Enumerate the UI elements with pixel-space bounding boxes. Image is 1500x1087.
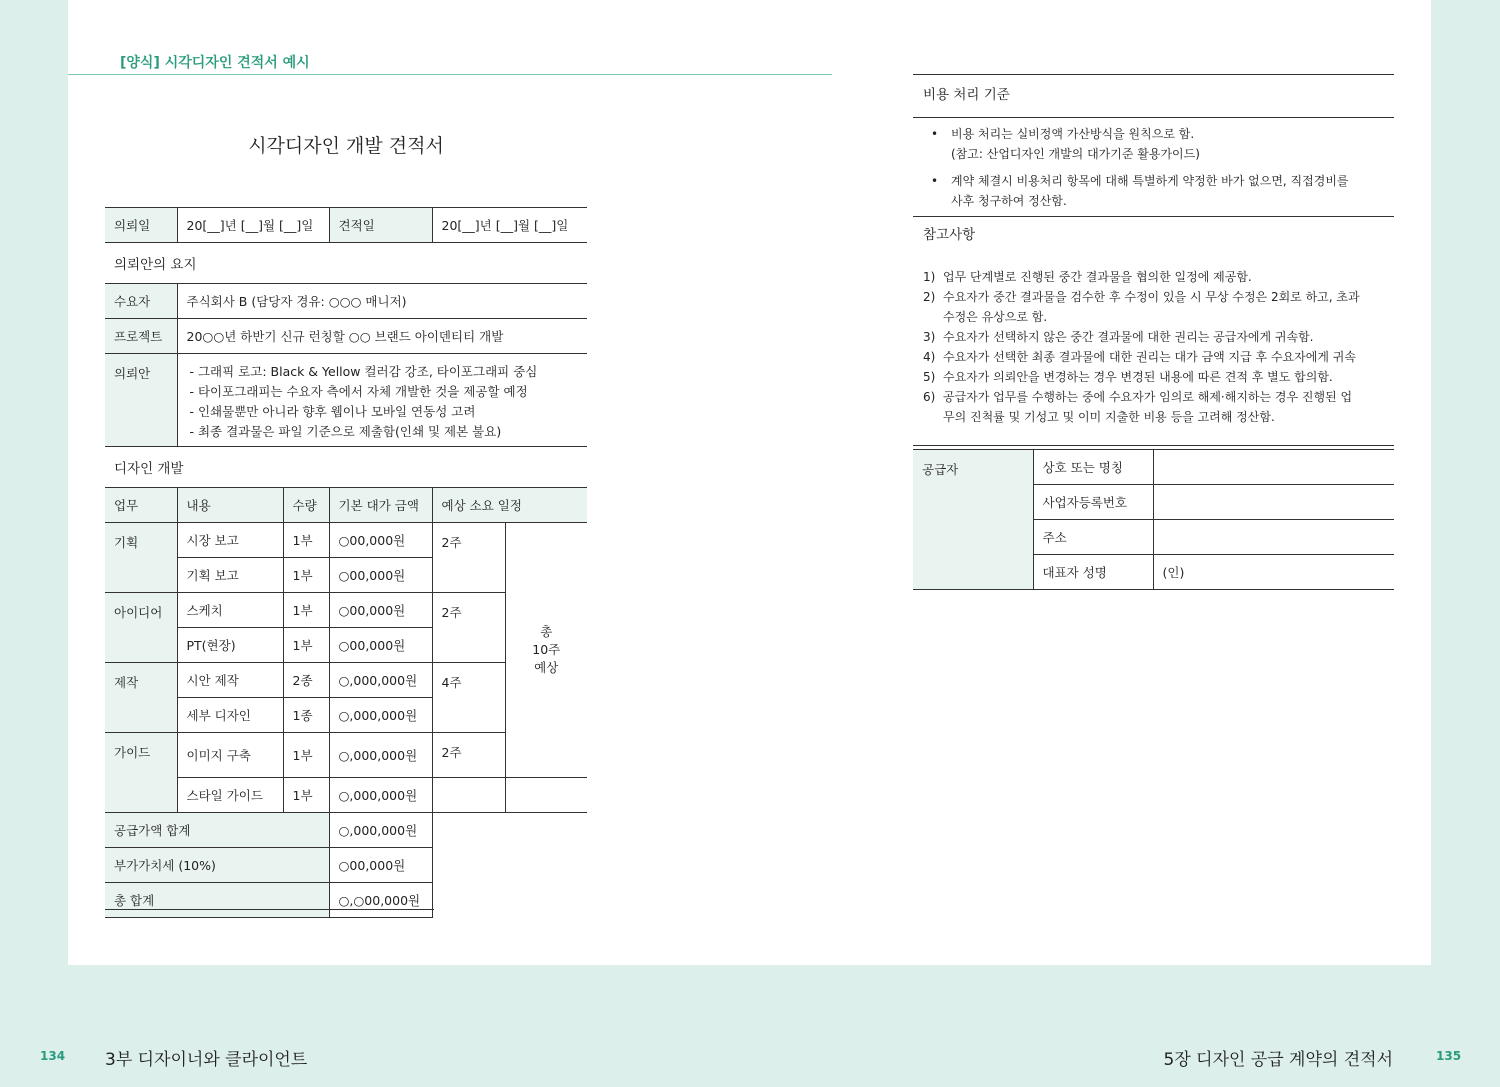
content-cell: 스케치: [177, 593, 283, 628]
content-cell: 스타일 가이드: [177, 778, 283, 813]
amount-cell: ○,000,000원: [329, 698, 432, 733]
client-label: 수요자: [105, 284, 177, 319]
left-running-title: 3부 디자이너와 클라이언트: [105, 1050, 308, 1070]
total-schedule-line: 10주: [532, 642, 561, 657]
amount-cell: ○,000,000원: [329, 663, 432, 698]
supplier-field-label: 상호 또는 명칭: [1033, 450, 1153, 485]
note-line: 수요자가 선택한 최종 결과물에 대한 권리는 대가 금액 지급 후 수요자에게 귀속: [943, 350, 1356, 364]
empty-cell: [505, 778, 587, 813]
left-page-number: 134: [40, 1049, 66, 1063]
totals-blank: [432, 813, 587, 918]
request-label: 의뢰안: [105, 354, 177, 447]
summary-heading-row: [105, 243, 587, 284]
right-page-number: 135: [1436, 1049, 1462, 1063]
task-cell: 가이드: [105, 733, 177, 813]
list-item: [913, 267, 1394, 287]
bullet-line: • 비용 처리는 실비정액 가산방식을 원칙으로 함.: [951, 127, 1195, 141]
right-running-title: 5장 디자인 공급 계약의 견적서: [1163, 1050, 1393, 1070]
vat-label: 부가가치세 (10%): [105, 848, 329, 883]
supplier-field-label: 사업자등록번호: [1033, 485, 1153, 520]
list-item: [913, 124, 1394, 164]
content-cell: 시안 제작: [177, 663, 283, 698]
supply-total-label: 공급가액 합계: [105, 813, 329, 848]
amount-cell: ○00,000원: [329, 593, 432, 628]
column-header: 수량: [283, 488, 329, 523]
qty-cell: 1부: [283, 558, 329, 593]
supplier-field-value: [1153, 485, 1394, 520]
bullet-line: 사후 청구하여 정산함.: [951, 194, 1067, 208]
supply-total-value: ○,000,000원: [329, 813, 432, 848]
totals-bottom-rule: [105, 909, 434, 910]
total-schedule-line: 총: [540, 624, 553, 639]
qty-cell: 1부: [283, 523, 329, 558]
request-line: - 인쇄물뿐만 아니라 향후 웹이나 모바일 연동성 고려: [189, 404, 476, 419]
content-cell: PT(현장): [177, 628, 283, 663]
project-value: 20○○년 하반기 신규 런칭할 ○○ 브랜드 아이덴티티 개발: [177, 319, 587, 354]
task-cell: 제작: [105, 663, 177, 733]
supplier-field-value: [1153, 520, 1394, 555]
project-label: 프로젝트: [105, 319, 177, 354]
list-item: [913, 327, 1394, 347]
schedule-cell: 2주: [432, 593, 505, 663]
note-line: 무의 진척률 및 기성고 및 이미 지출한 비용 등을 고려해 정산함.: [943, 410, 1275, 424]
note-line: 수요자가 선택하지 않은 중간 결과물에 대한 권리는 공급자에게 귀속함.: [943, 330, 1314, 344]
table-row: [105, 523, 587, 558]
list-item: [913, 287, 1394, 327]
form-label: [양식] 시각디자인 견적서 예시: [120, 55, 310, 71]
supplier-label: 공급자: [913, 450, 1033, 590]
amount-cell: ○00,000원: [329, 523, 432, 558]
project-row: [105, 319, 587, 354]
note-number: 3): [923, 330, 936, 344]
note-number: 2): [923, 290, 936, 304]
estimate-table: [105, 207, 587, 918]
supplier-field-value: (인): [1153, 555, 1394, 590]
note-line: 수요자가 의뢰안을 변경하는 경우 변경된 내용에 따른 견적 후 별도 합의함.: [943, 370, 1333, 384]
column-header: 기본 대가 금액: [329, 488, 432, 523]
amount-cell: ○00,000원: [329, 558, 432, 593]
client-row: [105, 284, 587, 319]
bullet-line: (참고: 산업디자인 개발의 대가기준 활용가이드): [951, 147, 1200, 161]
content-cell: 이미지 구축: [177, 733, 283, 778]
amount-cell: ○,000,000원: [329, 778, 432, 813]
request-date-value: 20[__]년 [__]월 [__]일: [177, 208, 329, 243]
list-item: [913, 347, 1394, 367]
header-divider: [68, 74, 832, 75]
terms-section: [913, 74, 1394, 446]
request-line: - 최종 결과물은 파일 기준으로 제출함(인쇄 및 제본 불요): [189, 424, 502, 439]
note-number: 4): [923, 350, 936, 364]
request-row: [105, 354, 587, 447]
table-row: [105, 778, 587, 813]
qty-cell: 1부: [283, 628, 329, 663]
schedule-cell: 2주: [432, 733, 505, 778]
task-cell: 아이디어: [105, 593, 177, 663]
qty-cell: 1종: [283, 698, 329, 733]
total-schedule-line: 예상: [534, 660, 559, 675]
totals-row: [105, 813, 587, 848]
content-cell: 세부 디자인: [177, 698, 283, 733]
amount-cell: ○,000,000원: [329, 733, 432, 778]
qty-cell: 1부: [283, 778, 329, 813]
column-header: 예상 소요 일정: [432, 488, 587, 523]
schedule-cell: 2주: [432, 523, 505, 593]
date-row: [105, 208, 587, 243]
estimate-date-label: 견적일: [329, 208, 432, 243]
list-item: [913, 171, 1394, 211]
schedule-cell: [432, 778, 505, 813]
request-line: - 그래픽 로고: Black & Yellow 컬러감 강조, 타이포그래피 중심: [189, 364, 538, 379]
request-details: [177, 354, 587, 447]
amount-cell: ○00,000원: [329, 628, 432, 663]
grand-total-label: 총 합계: [105, 883, 329, 918]
note-line: 수정은 유상으로 함.: [943, 310, 1048, 324]
request-date-label: 의뢰일: [105, 208, 177, 243]
supplier-field-value: [1153, 450, 1394, 485]
task-cell: 기획: [105, 523, 177, 593]
note-number: 5): [923, 370, 936, 384]
total-schedule-cell: [505, 523, 587, 778]
column-header: 내용: [177, 488, 283, 523]
list-item: [913, 367, 1394, 387]
client-value: 주식회사 B (담당자 경유: ○○○ 매니저): [177, 284, 587, 319]
note-line: 공급자가 업무를 수행하는 중에 수요자가 임의로 해제·해지하는 경우 진행된 업: [943, 390, 1353, 404]
notes-list: [913, 255, 1394, 446]
list-item: [913, 387, 1394, 427]
request-line: - 타이포그래피는 수요자 측에서 자체 개발한 것을 제공할 예정: [189, 384, 528, 399]
design-heading-row: [105, 447, 587, 488]
supplier-row: [913, 450, 1394, 485]
estimate-date-value: 20[__]년 [__]월 [__]일: [432, 208, 587, 243]
grand-total-value: ○,○00,000원: [329, 883, 432, 918]
design-heading: 디자인 개발: [105, 447, 587, 488]
supplier-table: [913, 449, 1394, 590]
note-line: 수요자가 중간 결과물을 검수한 후 수정이 있을 시 무상 수정은 2회로 하고, 초과: [943, 290, 1360, 304]
vat-value: ○00,000원: [329, 848, 432, 883]
supplier-field-label: 대표자 성명: [1033, 555, 1153, 590]
cost-bullets: [913, 118, 1394, 211]
qty-cell: 2종: [283, 663, 329, 698]
note-number: 1): [923, 270, 936, 284]
note-number: 6): [923, 390, 936, 404]
table-header-row: [105, 488, 587, 523]
bullet-line: • 계약 체결시 비용처리 항목에 대해 특별하게 약정한 바가 없으면, 직접경비를: [951, 174, 1349, 188]
content-cell: 시장 보고: [177, 523, 283, 558]
column-header: 업무: [105, 488, 177, 523]
content-cell: 기획 보고: [177, 558, 283, 593]
supplier-field-label: 주소: [1033, 520, 1153, 555]
qty-cell: 1부: [283, 593, 329, 628]
notes-heading: 참고사항: [913, 216, 1394, 255]
document-title: 시각디자인 개발 견적서: [248, 135, 444, 157]
qty-cell: 1부: [283, 733, 329, 778]
summary-heading: 의뢰안의 요지: [105, 243, 587, 284]
schedule-cell: 4주: [432, 663, 505, 733]
cost-heading: 비용 처리 기준: [913, 74, 1394, 118]
note-line: 업무 단계별로 진행된 중간 결과물을 협의한 일정에 제공함.: [943, 270, 1252, 284]
